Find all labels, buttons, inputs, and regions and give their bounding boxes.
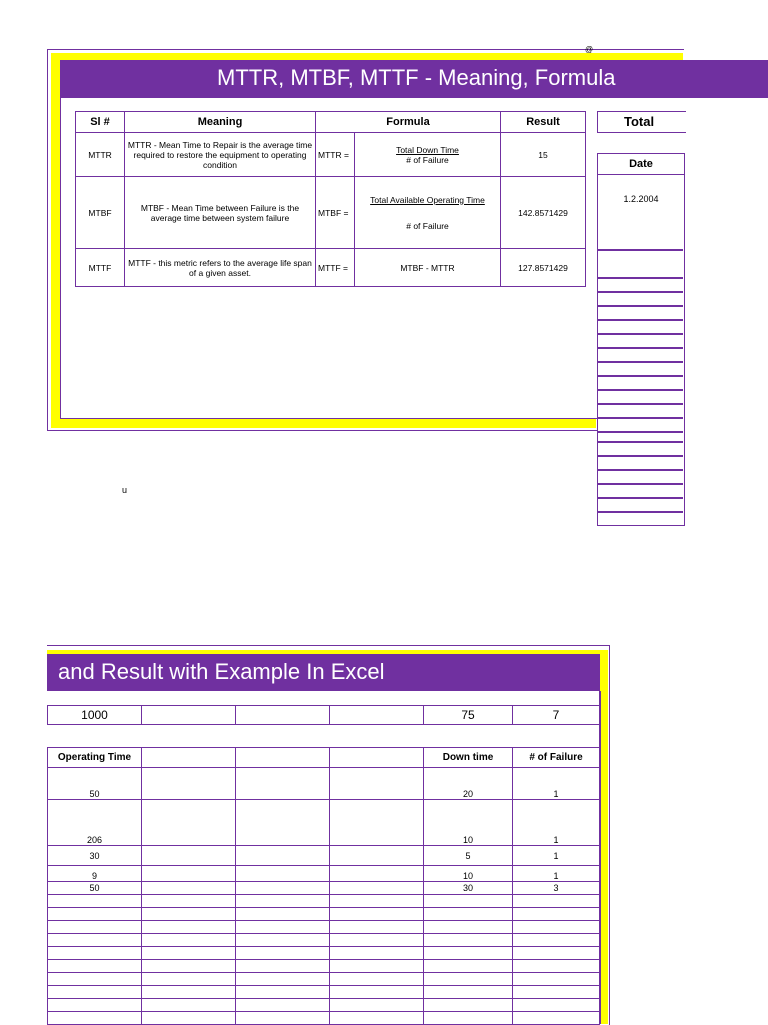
cell <box>330 882 424 895</box>
total-box <box>597 111 686 133</box>
date-row-divider <box>597 333 683 335</box>
date-header: Date <box>598 154 684 175</box>
cell-failures: 1 <box>513 800 600 846</box>
definitions-table <box>75 111 586 287</box>
table-row <box>48 960 600 973</box>
top-banner-title: MTTR, MTBF, MTTF - Meaning, Formula <box>217 65 616 90</box>
cell-down-time: 20 <box>424 768 513 800</box>
table-row <box>48 986 600 999</box>
cell-failures: 1 <box>513 768 600 800</box>
cell-operating-time: 50 <box>48 882 142 895</box>
date-row-divider <box>597 305 683 307</box>
date-row-divider <box>597 403 683 405</box>
cell <box>330 866 424 882</box>
top-yellow-top <box>51 53 683 60</box>
date-row-divider <box>597 417 683 419</box>
table-row <box>76 133 586 177</box>
bottom-banner <box>47 654 600 691</box>
table-row <box>76 249 586 287</box>
date-row-divider <box>597 375 683 377</box>
header-down-time: Down time <box>424 748 513 768</box>
total-label: Total <box>624 114 655 129</box>
cell-down-time: 30 <box>424 882 513 895</box>
cell <box>142 866 236 882</box>
cell <box>142 768 236 800</box>
date-row-divider <box>597 455 683 457</box>
total-cell <box>330 706 424 725</box>
cell-failures: 3 <box>513 882 600 895</box>
total-failures: 7 <box>513 706 600 725</box>
stray-character: u <box>122 485 128 495</box>
top-yellow-bottom <box>51 418 596 428</box>
cell <box>330 846 424 866</box>
date-row-divider <box>597 469 683 471</box>
header-meaning: Meaning <box>125 112 316 133</box>
row-formula-label: MTTF = <box>316 249 355 287</box>
cell-down-time: 10 <box>424 866 513 882</box>
cell-operating-time: 206 <box>48 800 142 846</box>
cell-operating-time: 9 <box>48 866 142 882</box>
table-row <box>48 934 600 947</box>
table-row <box>48 1012 600 1025</box>
formula-numerator: Total Down Time <box>396 144 459 155</box>
row-meaning: MTTR - Mean Time to Repair is the average time required to restore the equipment to operating condition <box>125 133 316 177</box>
cell <box>236 882 330 895</box>
cell <box>236 768 330 800</box>
table-row <box>48 999 600 1012</box>
corner-mark: @ <box>585 45 594 54</box>
table-row <box>48 800 600 846</box>
bottom-banner-title: and Result with Example In Excel <box>58 659 385 684</box>
row-formula <box>355 133 501 177</box>
row-sl: MTTF <box>76 249 125 287</box>
cell-down-time: 10 <box>424 800 513 846</box>
date-row-divider <box>597 389 683 391</box>
example-data-table <box>47 747 600 1025</box>
cell <box>236 800 330 846</box>
cell-operating-time: 50 <box>48 768 142 800</box>
date-row-divider <box>597 497 683 499</box>
formula-denominator: # of Failure <box>406 154 449 165</box>
table-row <box>48 882 600 895</box>
total-down-time: 75 <box>424 706 513 725</box>
header-formula: Formula <box>316 112 501 133</box>
table-row <box>48 866 600 882</box>
row-result: 142.8571429 <box>501 177 586 249</box>
row-meaning: MTTF - this metric refers to the average life span of a given asset. <box>125 249 316 287</box>
date-row-divider <box>597 431 683 433</box>
cell-failures: 1 <box>513 866 600 882</box>
date-row-divider <box>597 291 683 293</box>
top-yellow-left <box>51 53 60 428</box>
row-formula-label: MTTR = <box>316 133 355 177</box>
cell <box>330 800 424 846</box>
date-row-divider <box>597 483 683 485</box>
top-banner <box>60 60 768 98</box>
table-row <box>48 947 600 960</box>
date-value: 1.2.2004 <box>623 194 659 204</box>
date-row-divider <box>597 511 683 513</box>
cell <box>142 800 236 846</box>
cell <box>330 768 424 800</box>
date-row-divider <box>597 441 683 443</box>
total-operating-time: 1000 <box>48 706 142 725</box>
table-row <box>48 895 600 908</box>
row-result: 127.8571429 <box>501 249 586 287</box>
row-sl: MTBF <box>76 177 125 249</box>
cell <box>142 846 236 866</box>
total-cell <box>236 706 330 725</box>
table-row <box>48 908 600 921</box>
totals-row <box>47 705 600 725</box>
row-result: 15 <box>501 133 586 177</box>
header-result: Result <box>501 112 586 133</box>
cell <box>236 846 330 866</box>
header-operating-time: Operating Time <box>48 748 142 768</box>
row-formula: MTBF - MTTR <box>355 249 501 287</box>
bottom-yellow-right <box>600 650 608 1024</box>
cell <box>142 882 236 895</box>
header-blank <box>142 748 236 768</box>
row-sl: MTTR <box>76 133 125 177</box>
row-formula <box>355 177 501 249</box>
table-row <box>48 921 600 934</box>
table-row <box>48 768 600 800</box>
formula-denominator: # of Failure <box>406 220 449 231</box>
row-meaning: MTBF - Mean Time between Failure is the average time between system failure <box>125 177 316 249</box>
cell-down-time: 5 <box>424 846 513 866</box>
date-row-divider <box>597 249 683 251</box>
header-failures: # of Failure <box>513 748 600 768</box>
date-row-divider <box>597 277 683 279</box>
total-cell <box>142 706 236 725</box>
cell-failures: 1 <box>513 846 600 866</box>
formula-numerator: Total Available Operating Time <box>370 194 485 205</box>
date-row-divider <box>597 361 683 363</box>
header-blank <box>330 748 424 768</box>
table-row <box>48 846 600 866</box>
table-row <box>76 177 586 249</box>
cell <box>236 866 330 882</box>
header-blank <box>236 748 330 768</box>
row-formula-label: MTBF = <box>316 177 355 249</box>
table-row <box>48 973 600 986</box>
header-sl: Sl # <box>76 112 125 133</box>
date-row-divider <box>597 319 683 321</box>
cell-operating-time: 30 <box>48 846 142 866</box>
date-row-divider <box>597 347 683 349</box>
